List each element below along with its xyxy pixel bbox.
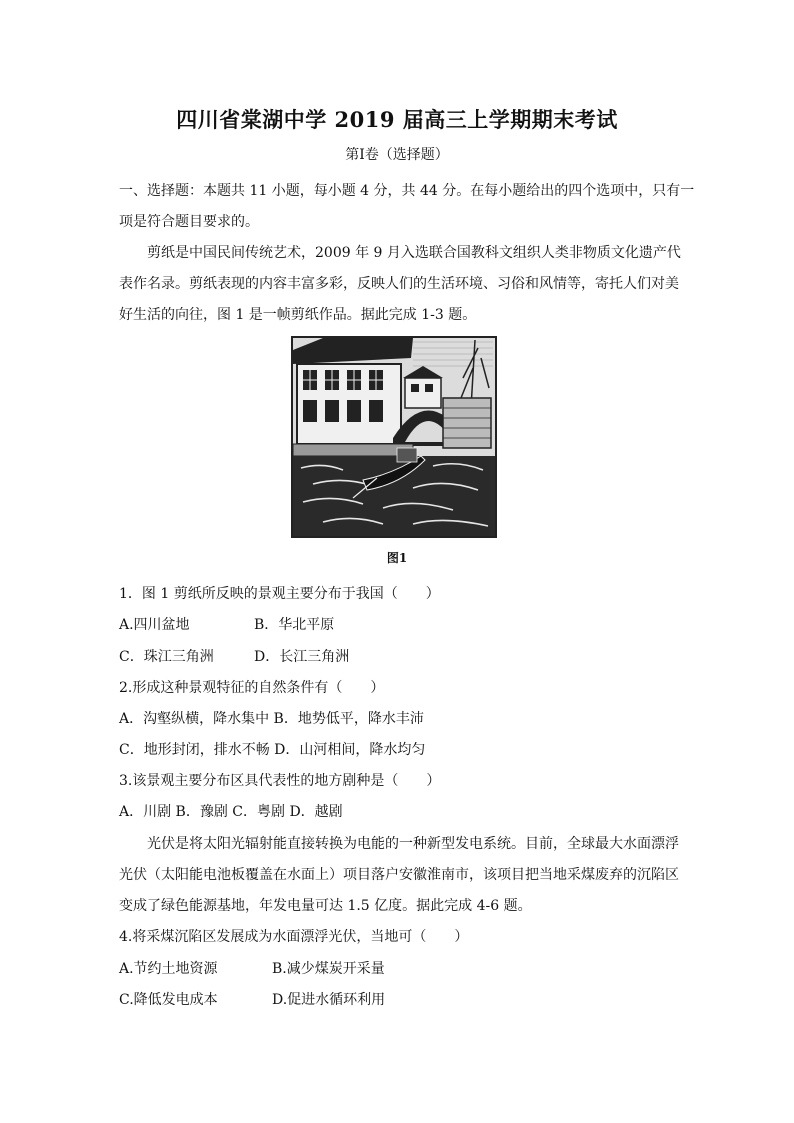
question-3-options: A．川剧 B．豫剧 C．粤剧 D．越剧 <box>119 804 343 820</box>
question-1-option-c: C．珠江三角洲 <box>119 649 214 665</box>
question-1-stem: 1．图 1 剪纸所反映的景观主要分布于我国（ ） <box>119 586 440 602</box>
papercut-figure <box>291 336 497 538</box>
question-3-stem: 3.该景观主要分布区具代表性的地方剧种是（ ） <box>119 773 441 789</box>
passage2-line-2: 光伏（太阳能电池板覆盖在水面上）项目落户安徽淮南市，该项目把当地采煤废弃的沉陷区 <box>119 867 679 883</box>
page-title: 四川省棠湖中学 2019 届高三上学期期末考试 <box>176 107 618 132</box>
question-1-option-d: D．长江三角洲 <box>254 649 350 665</box>
question-1-option-a: A.四川盆地 <box>119 617 190 633</box>
figure-caption: 图1 <box>386 551 408 565</box>
question-4-option-a: A.节约土地资源 <box>119 961 218 977</box>
question-4-option-b: B.减少煤炭开采量 <box>272 961 385 977</box>
instructions-line-1: 一、选择题：本题共 11 小题，每小题 4 分，共 44 分。在每小题给出的四个选项中，只有一 <box>119 183 695 199</box>
question-2-stem: 2.形成这种景观特征的自然条件有（ ） <box>119 680 385 696</box>
instructions-line-2: 项是符合题目要求的。 <box>119 214 259 230</box>
question-4-option-c: C.降低发电成本 <box>119 992 218 1008</box>
passage2-line-3: 变成了绿色能源基地，年发电量可达 1.5 亿度。据此完成 4-6 题。 <box>119 898 532 914</box>
passage1-line-3: 好生活的向往，图 1 是一帧剪纸作品。据此完成 1-3 题。 <box>119 307 477 323</box>
passage1-line-2: 表作名录。剪纸表现的内容丰富多彩，反映人们的生活环境、习俗和风情等，寄托人们对美 <box>119 276 679 292</box>
passage1-line-1: 剪纸是中国民间传统艺术，2009 年 9 月入选联合国教科文组织人类非物质文化遗产代 <box>147 245 681 261</box>
passage2-line-1: 光伏是将太阳光辐射能直接转换为电能的一种新型发电系统。目前，全球最大水面漂浮 <box>147 836 679 852</box>
question-4-option-d: D.促进水循环利用 <box>272 992 386 1008</box>
question-1-option-b: B．华北平原 <box>254 617 335 633</box>
question-2-options-cd: C．地形封闭，排水不畅 D．山河相间，降水均匀 <box>119 742 426 758</box>
question-4-stem: 4.将采煤沉陷区发展成为水面漂浮光伏，当地可（ ） <box>119 929 469 945</box>
section-subtitle: 第Ⅰ卷（选择题） <box>345 147 449 163</box>
papercut-image <box>293 338 495 536</box>
question-2-options-ab: A．沟壑纵横，降水集中 B．地势低平，降水丰沛 <box>119 711 424 727</box>
